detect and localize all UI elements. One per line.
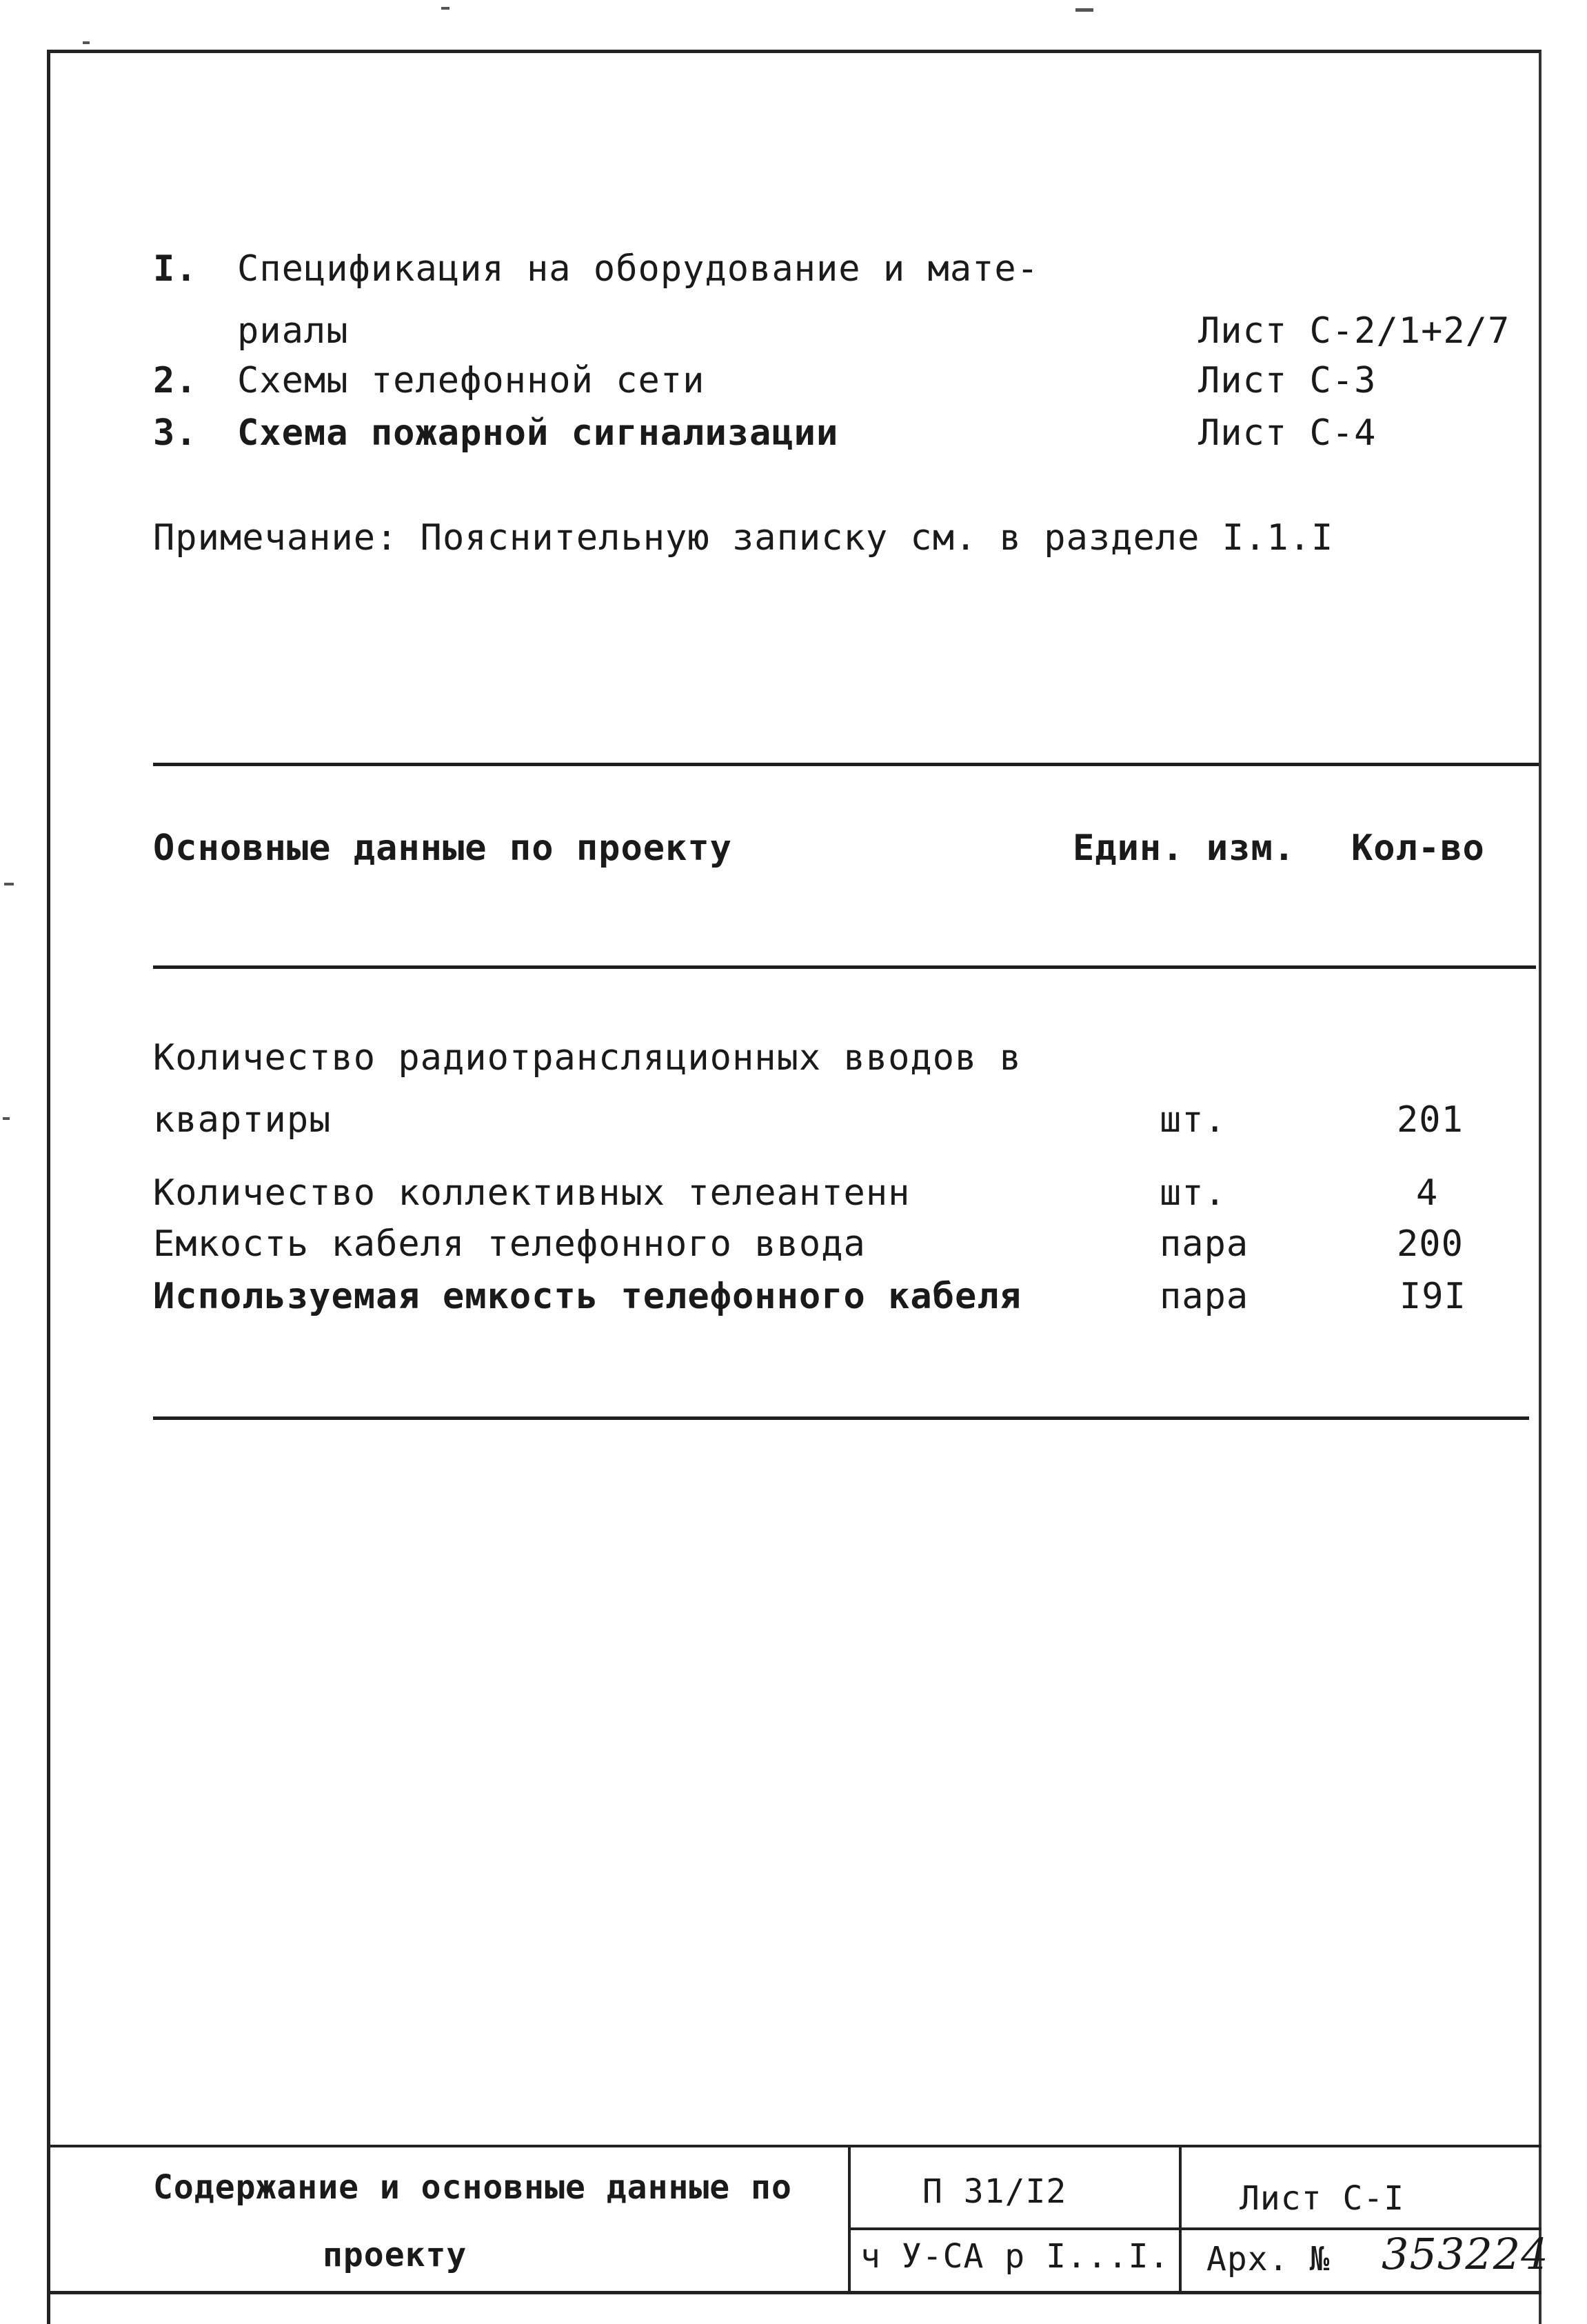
row-name: Используемая емкость телефонного кабеля xyxy=(153,1276,1022,1317)
title-block-divider xyxy=(1179,2145,1182,2294)
contents-item-number: I. xyxy=(153,248,198,290)
table-rule-top xyxy=(153,763,1539,766)
scan-speck xyxy=(1075,8,1093,12)
scan-speck xyxy=(83,41,90,44)
title-block-divider xyxy=(848,2145,851,2294)
header-unit: Един. изм. xyxy=(1073,828,1296,869)
stamp-archive-number: 353224 xyxy=(1382,2229,1549,2279)
row-name: Количество радиотрансляционных вводов в xyxy=(153,1037,1022,1079)
row-unit: шт. xyxy=(1160,1172,1226,1214)
row-unit: пара xyxy=(1160,1223,1249,1265)
stamp-sheet: Лист С-I xyxy=(1240,2179,1405,2218)
row-unit: шт. xyxy=(1160,1099,1226,1141)
table-rule-header xyxy=(153,965,1536,969)
note-text: Примечание: Пояснительную записку см. в разделе I.1.I xyxy=(153,517,1334,559)
contents-item-title: Схемы телефонной сети xyxy=(237,360,705,401)
row-qty: I9I xyxy=(1399,1276,1466,1317)
title-block-top-border xyxy=(47,2145,1541,2147)
contents-item-sheet: Лист С-2/1+2/7 xyxy=(1198,310,1510,352)
row-qty: 201 xyxy=(1397,1099,1464,1141)
contents-item-sheet: Лист С-3 xyxy=(1198,360,1377,401)
row-name-cont: квартиры xyxy=(153,1099,332,1141)
stamp-part: ч У-СА р I...I. xyxy=(860,2237,1170,2276)
stamp-archive-label: Арх. № xyxy=(1206,2240,1331,2278)
contents-item-number: 3. xyxy=(153,412,198,454)
row-unit: пара xyxy=(1160,1276,1249,1317)
header-name: Основные данные по проекту xyxy=(153,828,732,869)
title-block xyxy=(47,2145,1549,2294)
contents-item-title-cont: риалы xyxy=(237,310,349,352)
stamp-title: Содержание и основные данные по xyxy=(153,2168,792,2207)
scan-speck xyxy=(441,7,449,10)
row-qty: 4 xyxy=(1416,1172,1439,1214)
scan-speck xyxy=(4,883,14,885)
row-name: Емкость кабеля телефонного ввода xyxy=(153,1223,866,1265)
row-qty: 200 xyxy=(1397,1223,1464,1265)
table-rule-bottom xyxy=(153,1416,1529,1420)
contents-item-sheet: Лист С-4 xyxy=(1198,412,1377,454)
contents-item-title: Спецификация на оборудование и мате- xyxy=(237,248,1040,290)
scan-speck xyxy=(3,1117,10,1120)
row-name: Количество коллективных телеантенн xyxy=(153,1172,911,1214)
stamp-project-code: П 31/I2 xyxy=(922,2172,1067,2211)
header-qty: Кол-во xyxy=(1351,828,1485,869)
contents-item-title: Схема пожарной сигнализации xyxy=(237,412,839,454)
contents-item-number: 2. xyxy=(153,360,198,401)
stamp-title-cont: проекту xyxy=(323,2236,467,2274)
